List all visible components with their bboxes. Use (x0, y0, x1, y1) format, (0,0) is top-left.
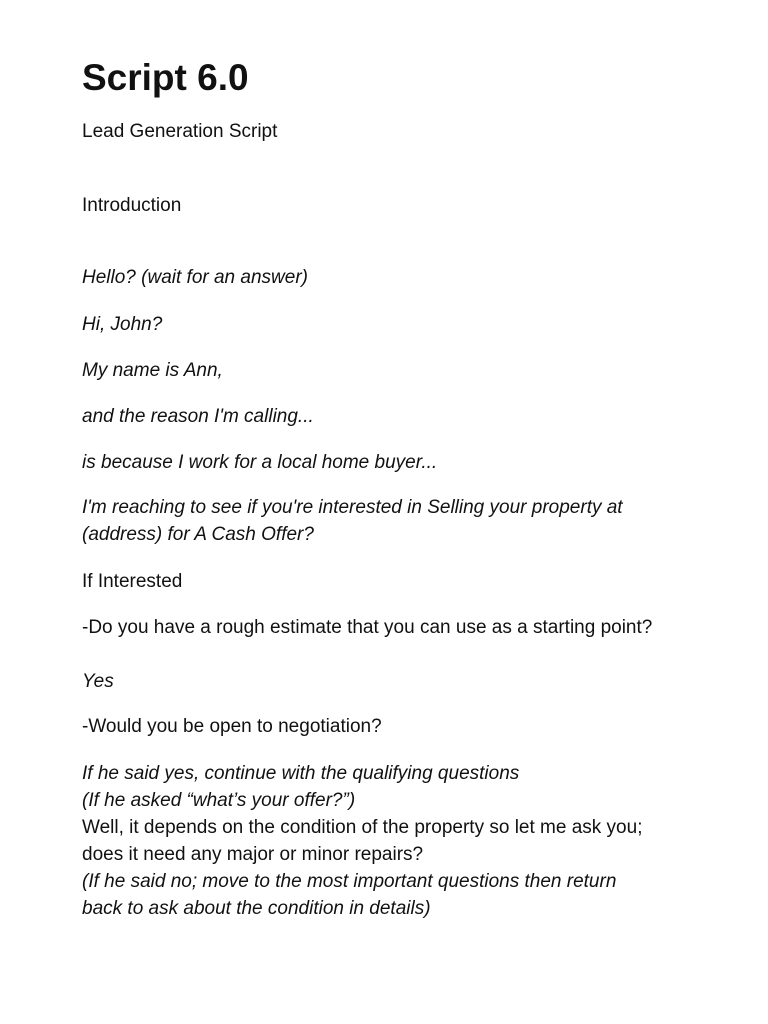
document-subtitle: Lead Generation Script (82, 121, 278, 142)
script-paragraph-offer (82, 494, 692, 548)
script-line: and the reason I'm calling... (82, 406, 314, 427)
section-heading-if-interested: If Interested (82, 571, 183, 592)
script-line: Hi, John? (82, 314, 163, 335)
question-estimate: -Do you have a rough estimate that you can use as a starting point? (82, 617, 653, 638)
script-line: does it need any major or minor repairs? (82, 844, 424, 865)
closing-paragraph (82, 760, 692, 922)
answer-yes: Yes (82, 671, 114, 692)
instruction-line: (If he said no; move to the most important questions then return (82, 871, 617, 892)
instruction-line: If he said yes, continue with the qualifying questions (82, 763, 520, 784)
instruction-line: back to ask about the condition in details) (82, 898, 431, 919)
instruction-line: (If he asked “what’s your offer?”) (82, 790, 356, 811)
question-negotiation: -Would you be open to negotiation? (82, 716, 382, 737)
script-line: My name is Ann, (82, 360, 223, 381)
section-heading-introduction: Introduction (82, 195, 182, 216)
script-line: is because I work for a local home buyer... (82, 452, 438, 473)
script-line: I'm reaching to see if you're interested in Selling your property at (82, 497, 623, 518)
document-title: Script 6.0 (82, 57, 249, 98)
script-line: Hello? (wait for an answer) (82, 267, 308, 288)
script-line: (address) for A Cash Offer? (82, 524, 314, 545)
script-line: Well, it depends on the condition of the property so let me ask you; (82, 817, 643, 838)
